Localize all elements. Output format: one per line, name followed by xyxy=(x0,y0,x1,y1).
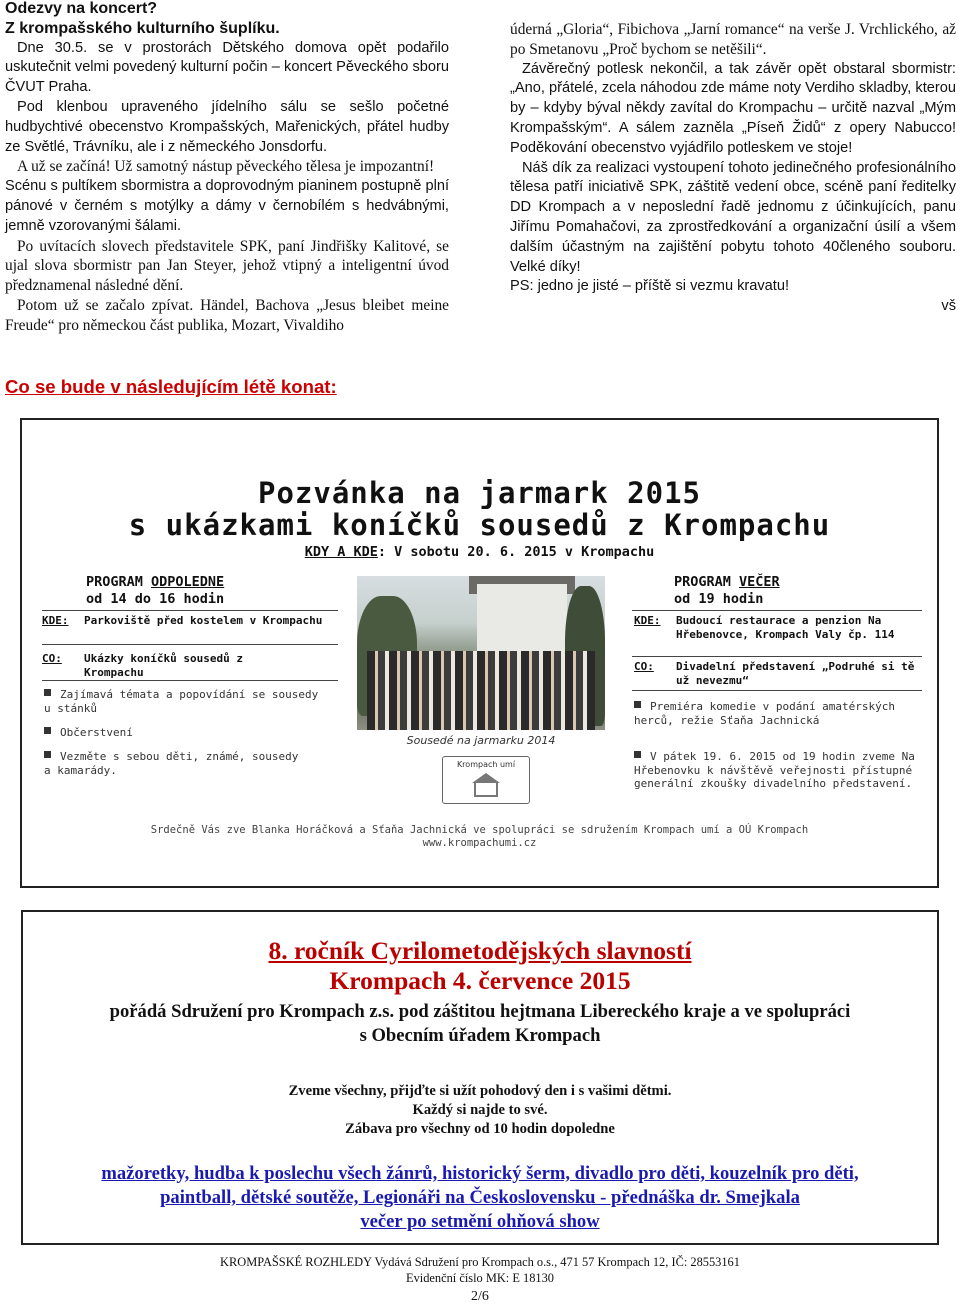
kde-key: KDE: xyxy=(634,614,661,627)
festival-invitation-2: Každý si najde to své. xyxy=(412,1102,548,1118)
poster-photo xyxy=(357,576,605,730)
poster-when-label: KDY A KDE xyxy=(304,544,378,560)
poster-left-kde xyxy=(42,614,342,628)
program-word: PROGRAM xyxy=(86,574,152,590)
festival-program-2: paintball, dětské soutěže, Legionáři na Československu - přednáška dr. Smejkala xyxy=(160,1187,800,1208)
program-word: PROGRAM xyxy=(674,574,740,590)
divider xyxy=(632,656,922,657)
divider xyxy=(42,610,338,611)
house-roof-icon xyxy=(472,773,500,783)
kde-key: KDE: xyxy=(42,614,69,627)
festival-program-3: večer po setmění ohňová show xyxy=(360,1211,600,1232)
kde-value: Budoucí restaurace a penzion Na Hřebenovce, Krompach Valy čp. 114 xyxy=(676,614,895,641)
photo-crowd xyxy=(367,651,595,730)
festival-organizer-2: s Obecním úřadem Krompach xyxy=(359,1025,601,1046)
article-paragraph: Scénu s pultíkem sbormistra a doprovodným pianinem postupně plní pánové v černém s motýlky a dámy v černobílém s hedvábnými, jemně vzorovanými šálami. xyxy=(5,178,449,234)
square-bullet-icon xyxy=(44,727,51,734)
logo-text: Krompach umí xyxy=(456,760,516,769)
program-afternoon-time: od 14 do 16 hodin xyxy=(86,591,225,607)
festival-announcement xyxy=(21,910,939,1245)
footer-registration: Evidenční číslo MK: E 18130 xyxy=(406,1271,554,1285)
article-signature: vš xyxy=(941,298,956,315)
square-bullet-icon xyxy=(634,751,641,758)
poster-footer xyxy=(22,824,937,850)
program-evening: VEČER xyxy=(739,574,780,590)
poster-footer-line: Srdečně Vás zve Blanka Horáčková a Sťaňa Jachnická ve spolupráci se sdružením Krompach umí a OÚ Krompach xyxy=(150,824,809,836)
poster-photo-caption: Sousedé na jarmarku 2014 xyxy=(406,734,556,747)
poster-headline-2: s ukázkami koníčků sousedů z Krompachu xyxy=(128,508,831,542)
divider xyxy=(632,610,922,611)
poster-left-program-title xyxy=(86,574,224,608)
poster-right-kde xyxy=(634,614,934,641)
divider xyxy=(632,690,922,691)
poster-left-bullet xyxy=(44,726,324,740)
bullet-text: Vezměte s sebou děti, známé, sousedy a kamarády. xyxy=(44,750,299,777)
article-title: Odezvy na koncert? xyxy=(5,0,158,17)
poster-right-bullet xyxy=(634,700,914,727)
festival-title: 8. ročník Cyrilometodějských slavností xyxy=(268,936,692,965)
festival-invitation: Zveme všechny, přijďte si užít pohodový den i s vašimi dětmi. xyxy=(288,1083,672,1099)
co-key: CO: xyxy=(634,660,654,673)
poster-left-co xyxy=(42,652,342,679)
bullet-text: Zajímavá témata a popovídání se sousedy u stánků xyxy=(44,688,319,715)
poster-right-program-title xyxy=(674,574,780,608)
article-paragraph: Náš dík za realizaci vystoupení tohoto jedinečného profesionálního tělesa patří iniciativě SPK, záštitě vedení obce, scéně paní ředitelky DD Krompach a v neposlední řadě jednomu z účinkujících, panu Jiřímu Pomahačovi, za zprostředkování a organizační úsilí a všem dalším účastným na zajištění pobytu tohoto 40členého souboru. Velké díky! xyxy=(510,159,956,275)
article-paragraph: Pod klenbou upraveného jídelního sálu se sešlo početné hudbychtivé obecenstvo Krompašských, Mařenických, přátel hudby ze Světlé, Trávníku, ale i z německého Jonsdorfu. xyxy=(5,98,449,155)
co-value: Ukázky koníčků sousedů z Krompachu xyxy=(84,652,243,679)
poster-headline: Pozvánka na jarmark 2015 xyxy=(257,476,702,510)
festival-date: Krompach 4. července 2015 xyxy=(329,966,631,995)
poster-right-co xyxy=(634,660,934,687)
page-number: 2/6 xyxy=(471,1289,489,1304)
square-bullet-icon xyxy=(634,701,641,708)
article-paragraph: Závěrečný potlesk nekončil, a tak závěr opět obstaral sbormistr: „Ano, přátelé, zcela náhodou zde máme noty Verdiho skladby, kterou by – kdyby býval někdy zavítal do Krompachu – určitě nazval „Mým Krompašským“. A sálem zazněla „Píseň Židů“ z opery Nabucco! Poděkování obecenstvo vyjádřilo potleskem ve stoje! xyxy=(510,60,956,156)
poster-left-bullet xyxy=(44,688,324,715)
festival-program: mažoretky, hudba k poslechu všech žánrů, historický šerm, divadlo pro děti, kouzelník pro děti, xyxy=(101,1163,859,1184)
square-bullet-icon xyxy=(44,751,51,758)
article-left-column xyxy=(5,0,449,336)
poster-when-where xyxy=(22,544,937,560)
program-evening-time: od 19 hodin xyxy=(674,591,764,607)
krompach-umi-logo xyxy=(442,756,530,804)
article-paragraph: PS: jedno je jisté – příště si vezmu kravatu! xyxy=(510,278,790,295)
co-value: Divadelní představení „Podruhé si tě už nevezmu“ xyxy=(676,660,915,687)
article-paragraph: Po uvítacích slovech představitele SPK, paní Jindřišky Kalitové, se ujal slova sbormistr pan Jan Steyer, jehož vtipný a inteligentní úvod předznamenal následné dění. xyxy=(5,237,449,295)
festival-organizer: pořádá Sdružení pro Krompach z.s. pod záštitou hejtmana Libereckého kraje a ve spolupráci xyxy=(109,1001,851,1022)
festival-invitation-3: Zábava pro všechny od 10 hodin dopoledne xyxy=(345,1121,615,1137)
co-key: CO: xyxy=(42,652,62,665)
bullet-text: Premiéra komedie v podání amatérských herců, režie Sťaňa Jachnická xyxy=(634,700,896,727)
jarmark-poster xyxy=(20,418,939,888)
kde-value: Parkoviště před kostelem v Krompachu xyxy=(84,614,323,627)
divider xyxy=(42,644,338,645)
footer-publisher: KROMPAŠSKÉ ROZHLEDY Vydává Sdružení pro Krompach o.s., 471 57 Krompach 12, IČ: 28553161 xyxy=(220,1255,740,1269)
poster-left-bullet xyxy=(44,750,304,777)
square-bullet-icon xyxy=(44,689,51,696)
article-right-column xyxy=(510,20,956,317)
article-paragraph: A už se začíná! Už samotný nástup pěveckého tělesa je impozantní! xyxy=(17,158,435,176)
house-icon xyxy=(474,783,498,797)
poster-when-text: : V sobotu 20. 6. 2015 v Krompachu xyxy=(377,544,655,560)
article-paragraph: Potom už se začalo zpívat. Händel, Bachova „Jesus bleibet meine Freude“ pro německou část publika, Mozart, Vivaldiho xyxy=(5,296,449,334)
article-paragraph: úderná „Gloria“, Fibichova „Jarní romance“ na verše J. Vrchlického, až po Smetanovu „Proč bychom se netěšili“. xyxy=(510,21,956,58)
divider xyxy=(42,680,338,681)
bullet-text: V pátek 19. 6. 2015 od 19 hodin zveme Na Hřebenovku k návštěvě veřejnosti přístupné generální zkoušky divadelního představení. xyxy=(634,750,915,790)
article-paragraph: Dne 30.5. se v prostorách Dětského domova opět podařilo uskutečnit velmi povedený kulturní počin – koncert Pěveckého sboru ČVUT Praha. xyxy=(5,39,449,96)
article-subtitle: Z krompašského kulturního šuplíku. xyxy=(5,19,280,37)
poster-footer-url: www.krompachumi.cz xyxy=(422,837,537,849)
bullet-text: Občerstvení xyxy=(60,726,133,739)
program-afternoon: ODPOLEDNE xyxy=(151,574,225,590)
section-heading: Co se bude v následujícím létě konat: xyxy=(5,376,337,397)
page-footer xyxy=(0,1254,960,1286)
poster-right-bullet xyxy=(634,750,924,791)
